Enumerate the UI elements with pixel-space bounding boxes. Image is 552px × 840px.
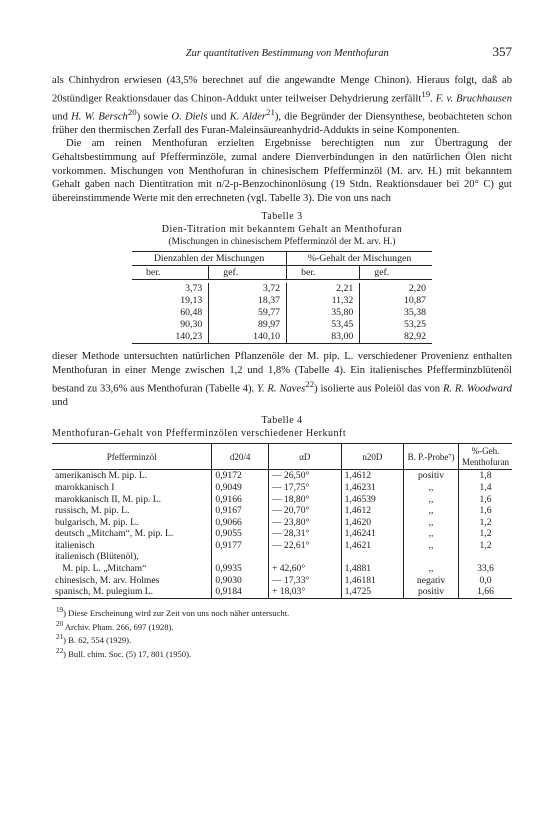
table3-group-dienzahlen: Dienzahlen der Mischungen — [132, 252, 287, 266]
author-bersch: H. W. Bersch — [71, 111, 128, 123]
table-row: 90,30 89,97 53,45 53,25 — [132, 319, 432, 331]
author-bruchhausen: F. v. Bruchhausen — [435, 93, 513, 105]
table-row: M. pip. L. „Mitcham“ 0,9935 + 42,60° 1,4881 ,, 33,6 — [52, 563, 512, 575]
author-woodward: R. R. Woodward — [442, 383, 512, 395]
table4-col-oil: Pfefferminzöl — [52, 444, 212, 470]
footnote-19: $^{19}$) Diese Erscheinung wird zur Zeit von uns noch näher untersucht. — [56, 605, 290, 618]
table4-col-refraction: n20D — [341, 444, 403, 470]
table-row: deutsch „Mitcham“, M. pip. L. 0,9055 — 28,31° 1,46241 ,, 1,2 — [52, 528, 512, 540]
table-row: italienisch (Blütenöl), — [52, 551, 512, 563]
paragraph-1: als Chinhydron erwiesen (43,5% berechnet auf die angewandte Menge Chinon). Hieraus folgt, daß ab 20stündiger Reaktionsdauer das Chinon-Addukt unter teilweiser Dehydrierung zerfällt$^{19}$. F. v. Bruchhausen und H. W. Bersch$^{20}$) sowie O. Diels und K. Alder$^{21}$), die Begründer der Diensynthese, beobachteten schon früher den thermischen Zerfall des Furan-Maleinsäureanhydrid-Addukts in seine Komponenten. — [52, 75, 513, 136]
table3-title: Dien-Titration mit bekanntem Gehalt an Menthofuran — [161, 223, 403, 235]
page-number: 357 — [492, 44, 512, 59]
table3-caption: Tabelle 3 — [261, 211, 303, 223]
running-title: Zur quantitativen Bestimmung von Menthofuran — [185, 48, 389, 59]
table-row: 19,13 18,37 11,32 10,87 — [132, 295, 432, 307]
footnote-ref-21: 21 — [266, 106, 275, 117]
table3 — [132, 251, 432, 344]
footnote-20: $^{20}$ Archiv. Pham. 266, 697 (1928). — [56, 619, 174, 632]
footnote-ref-20: 20 — [127, 106, 137, 117]
table-row: marokkanisch II, M. pip. L. 0,9166 — 18,80° 1,46539 ,, 1,6 — [52, 494, 512, 506]
author-alder: K. Alder — [229, 111, 267, 123]
footnote-ref-19: 19 — [421, 88, 431, 99]
table4-col-density: d20/4 — [212, 444, 269, 470]
table3-subtitle: (Mischungen in chinesischem Pfefferminzöl der M. arv. H.) — [168, 237, 396, 248]
table-row: russisch, M. pip. L. 0,9167 — 20,70° 1,4612 ,, 1,6 — [52, 505, 512, 517]
table-row: italienisch 0,9177 — 22,61° 1,4621 ,, 1,2 — [52, 540, 512, 552]
table-row: 60,48 59,77 35,80 35,38 — [132, 307, 432, 319]
paragraph-2: Die am reinen Menthofuran erzielten Ergebnisse berechtigten nun zur Übertragung der Gehaltsbestimmung auf Pfefferminzöle, zumal andere Dienverbindungen in den natürlichen Ölen nicht vorkommen. Mischungen von Menthofuran in chinesischem Pfefferminzöl (M. arv. H.) mit bekanntem Gehalt gaben nach Dientitration mit n/2-p-Benzochinonlösung (19 Stdn. Reaktionsdauer bei 20° C) gut übereinstimmende Werte mit den errechneten (vgl. Tabelle 3). Die von uns nach — [52, 138, 512, 204]
table3-col-ber-1: ber. — [132, 266, 209, 280]
author-naves: Y. R. Naves — [257, 383, 306, 395]
table-row: bulgarisch, M. pip. L. 0,9066 — 23,80° 1,4620 ,, 1,2 — [52, 517, 512, 529]
table4-title: Menthofuran-Gehalt von Pfefferminzölen verschiedener Herkunft — [52, 427, 347, 439]
document-page — [52, 44, 512, 659]
table3-group-gehalt: %-Gehalt der Mischungen — [287, 252, 432, 266]
table-row: amerikanisch M. pip. L. 0,9172 — 26,50° 1,4612 positiv 1,8 — [52, 470, 512, 482]
table4-col-bp: B. P.-Probe⁷) — [404, 444, 459, 470]
table-row: marokkanisch I 0,9049 — 17,75° 1,46231 ,, 1,4 — [52, 482, 512, 494]
table-row: 3,73 3,72 2,21 2,20 — [132, 283, 432, 295]
footnotes — [52, 605, 512, 660]
table3-col-ber-2: ber. — [287, 266, 360, 280]
author-diels: O. Diels — [171, 111, 208, 123]
table-row: 140,23 140,10 83,00 82,92 — [132, 331, 432, 344]
table3-col-gef-1: gef. — [209, 266, 287, 280]
paragraph-3: dieser Methode untersuchten natürlichen Pflanzenöle der M. pip. L. verschiedener Provenienz enthalten Menthofuran in einer Menge zwischen 1,2 und 1,8% (Tabelle 4). Ein italienisches Pfefferminzblütenöl bestand zu 33,6% aus Menthofuran (Tabelle 4). Y. R. Naves$^{22}$) isolierte aus Poleiöl das von R. R. Woodward und — [52, 351, 512, 408]
table4 — [52, 443, 512, 599]
footnote-22: $^{22}$) Bull. chim. Soc. (5) 17, 801 (1950). — [56, 646, 192, 659]
footnote-21: $^{21}$) B. 62, 554 (1929). — [56, 633, 132, 646]
table4-caption: Tabelle 4 — [261, 415, 303, 427]
table4-col-percent: %-Geh. Menthofuran — [459, 444, 512, 470]
table-row: spanisch, M. pulegium L. 0,9184 + 18,03° 1,4725 positiv 1,66 — [52, 586, 512, 598]
table-row: chinesisch, M. arv. Holmes 0,9030 — 17,33° 1,46181 negativ 0,0 — [52, 575, 512, 587]
page-header — [52, 44, 512, 60]
table3-col-gef-2: gef. — [360, 266, 432, 280]
table4-col-alpha: αD — [268, 444, 341, 470]
footnote-ref-22: 22 — [305, 378, 315, 389]
